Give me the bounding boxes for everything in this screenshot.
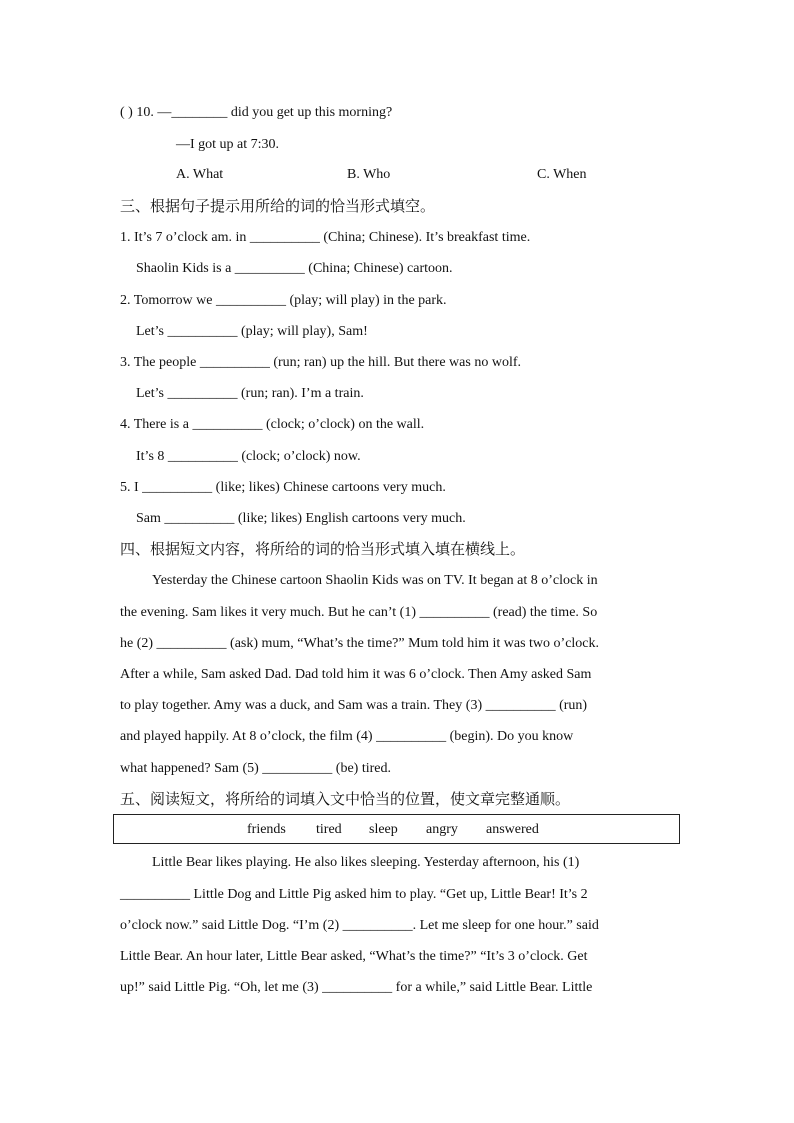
s3-line-5: 3. The people __________ (run; ran) up the hill. But there was no wolf.: [120, 355, 521, 370]
s3-line-3: 2. Tomorrow we __________ (play; will play) in the park.: [120, 293, 447, 308]
s4-line-2: the evening. Sam likes it very much. But he can’t (1) __________ (read) the time. So: [120, 605, 598, 620]
s4-line-1: Yesterday the Chinese cartoon Shaolin Kids was on TV. It began at 8 o’clock in: [152, 573, 598, 588]
s5-line-5: up!” said Little Pig. “Oh, let me (3) __________ for a while,” said Little Bear. Little: [120, 980, 593, 995]
s3-line-1: 1. It’s 7 o’clock am. in __________ (China; Chinese). It’s breakfast time.: [120, 230, 531, 245]
word-bank-item: answered: [486, 822, 539, 837]
s5-line-2: __________ Little Dog and Little Pig asked him to play. “Get up, Little Bear! It’s 2: [120, 887, 588, 902]
s4-line-5: to play together. Amy was a duck, and Sam was a train. They (3) __________ (run): [120, 698, 588, 713]
q10-answer: —I got up at 7:30.: [176, 137, 280, 152]
s3-line-8: It’s 8 __________ (clock; o’clock) now.: [136, 449, 361, 464]
s4-line-6: and played happily. At 8 o’clock, the film (4) __________ (begin). Do you know: [120, 729, 574, 744]
word-bank-box: [113, 814, 680, 844]
s3-line-6: Let’s __________ (run; ran). I’m a train.: [136, 386, 364, 401]
s4-line-3: he (2) __________ (ask) mum, “What’s the time?” Mum told him it was two o’clock.: [120, 636, 600, 651]
s5-line-4: Little Bear. An hour later, Little Bear asked, “What’s the time?” “It’s 3 o’clock. Get: [120, 949, 588, 964]
s3-line-7: 4. There is a __________ (clock; o’clock) on the wall.: [120, 417, 425, 432]
s5-line-3: o’clock now.” said Little Dog. “I’m (2) __________. Let me sleep for one hour.” said: [120, 918, 599, 933]
s4-line-7: what happened? Sam (5) __________ (be) tired.: [120, 761, 391, 776]
word-bank-item: angry: [426, 822, 458, 837]
section4-heading: 四、根据短文内容，将所给的词的恰当形式填入填在横线上。: [120, 540, 526, 558]
s5-line-1: Little Bear likes playing. He also likes sleeping. Yesterday afternoon, his (1): [152, 855, 580, 870]
s4-line-4: After a while, Sam asked Dad. Dad told him it was 6 o’clock. Then Amy asked Sam: [120, 667, 592, 682]
s3-line-4: Let’s __________ (play; will play), Sam!: [136, 324, 368, 339]
s3-line-2: Shaolin Kids is a __________ (China; Chinese) cartoon.: [136, 261, 453, 276]
section3-heading: 三、根据句子提示用所给的词的恰当形式填空。: [120, 197, 436, 215]
s3-line-9: 5. I __________ (like; likes) Chinese cartoons very much.: [120, 480, 446, 495]
word-bank-item: friends: [247, 822, 286, 837]
q10-option-a: A. What: [176, 167, 224, 182]
word-bank-item: tired: [316, 822, 342, 837]
section5-heading: 五、阅读短文，将所给的词填入文中恰当的位置，使文章完整通顺。: [120, 790, 571, 808]
q10-option-b: B. Who: [347, 167, 391, 182]
word-bank-item: sleep: [369, 822, 398, 837]
q10-option-c: C. When: [537, 167, 587, 182]
q10-stem: ( ) 10. —________ did you get up this morning?: [120, 105, 393, 120]
s3-line-10: Sam __________ (like; likes) English cartoons very much.: [136, 511, 466, 526]
